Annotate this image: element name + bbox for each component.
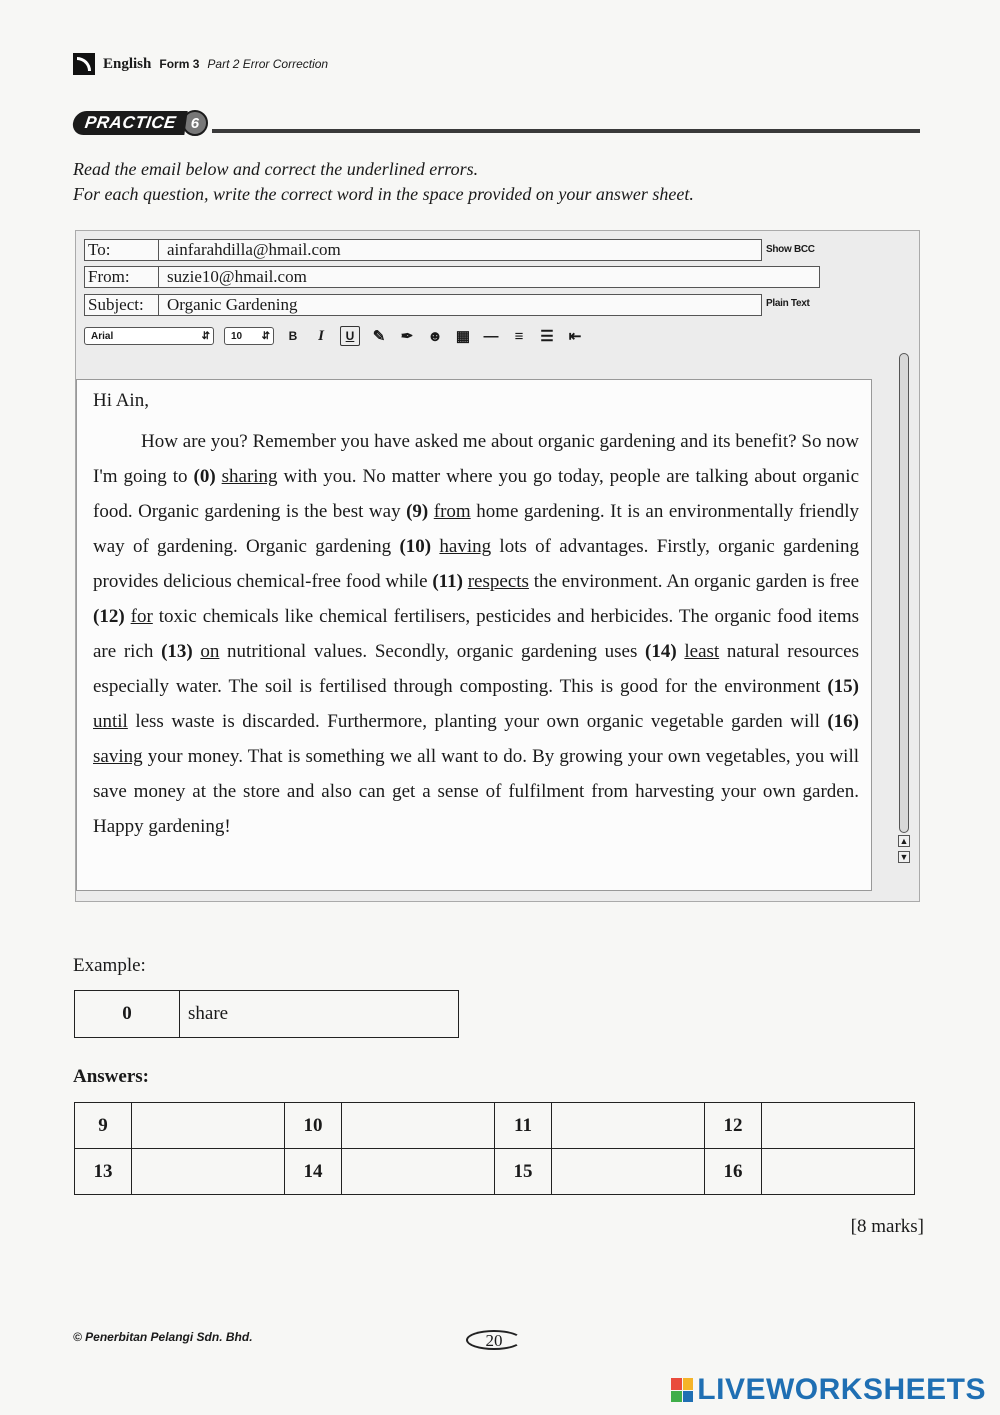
answer-row [75,1149,915,1195]
scroll-down-icon[interactable]: ▼ [899,852,909,862]
example-label: Example: [73,955,146,976]
question-number: (0) [193,466,216,487]
practice-banner [73,110,208,136]
spinner-icon: ⇵ [201,330,210,342]
greeting: Hi Ain, [93,390,149,411]
image-icon[interactable]: ▦ [455,328,471,345]
instruction-line-2: For each question, write the correct word in the space provided on your answer sheet. [73,184,694,204]
answers-label: Answers: [73,1066,149,1087]
answer-row [75,1103,915,1149]
list-icon[interactable]: ☰ [540,328,554,345]
underlined-error: least [684,641,720,662]
header-part: Part 2 Error Correction [207,57,329,71]
underlined-error: from [433,501,471,522]
example-answer: share [180,991,459,1038]
question-number: (16) [827,711,859,732]
body-text: with you. No matter where you go today, people are talking about organic food. Organic gardening is the best way [93,466,860,522]
body-text: home gardening. It is an environmentally friendly way of gardening. Organic gardening [93,501,860,557]
body-text: nutritional values. Secondly, organic gardening uses [219,641,646,662]
body-text: natural resources especially water. The soil is fertilised through composting. This is good for the environment [93,641,860,697]
indent-icon[interactable]: ⇤ [568,328,582,345]
question-number: (15) [827,676,859,697]
underlined-error: sharing [221,466,278,487]
size-select-value: 10 [231,330,243,342]
question-number: (13) [161,641,193,662]
email-paragraph [93,424,859,844]
bold-button[interactable]: B [288,329,298,343]
align-icon[interactable]: ≡ [514,327,524,345]
question-number: (10) [399,536,432,557]
horizontal-rule-icon[interactable]: — [483,327,499,345]
question-number: (9) [406,501,429,522]
emoji-icon[interactable]: ☻ [427,327,443,345]
answer-input-15[interactable] [552,1149,705,1195]
answer-input-10[interactable] [342,1103,495,1149]
text-color-icon[interactable]: ✎ [372,328,386,345]
email-window [75,230,920,902]
body-text: the environment. An organic garden is free [528,571,860,592]
body-text: less waste is discarded. Furthermore, planting your own organic vegetable garden will [127,711,828,732]
underlined-error: for [130,606,153,627]
answer-number: 15 [495,1149,552,1195]
question-number: (14) [645,641,677,662]
underline-button[interactable]: U [340,326,360,346]
font-select[interactable] [84,327,214,345]
highlight-icon[interactable]: ✒ [400,328,414,345]
answer-number: 13 [75,1149,132,1195]
body-text: How are you? Remember you have asked me about organic gardening and its benefit? So now I'm going to [93,431,859,487]
answer-input-12[interactable] [762,1103,915,1149]
body-text: toxic chemicals like chemical fertilisers, pesticides and herbicides. The organic food items are rich [93,606,860,662]
practice-number: 6 [182,110,208,136]
answer-number: 9 [75,1103,132,1149]
answer-input-13[interactable] [132,1149,285,1195]
email-body[interactable] [76,379,872,891]
question-number: (12) [93,606,125,627]
spinner-icon: ⇵ [261,330,270,342]
answer-number: 10 [285,1103,342,1149]
practice-label: PRACTICE [71,111,187,135]
paragraph-text [93,424,859,844]
header-subject: English [103,55,152,72]
font-select-value: Arial [91,330,114,342]
format-toolbar [84,325,584,347]
instruction-line-1: Read the email below and correct the underlined errors. [73,159,479,179]
answer-number: 11 [495,1103,552,1149]
subject-field[interactable]: Organic Gardening [158,294,762,316]
page-number [466,1330,522,1352]
answer-input-11[interactable] [552,1103,705,1149]
subject-row [84,294,762,316]
answers-table [74,1102,915,1195]
vertical-scrollbar[interactable] [897,291,911,889]
example-table [74,990,459,1038]
underlined-error: on [200,641,220,662]
plain-text-button[interactable]: Plain Text [766,298,810,309]
scroll-up-icon[interactable]: ▲ [899,836,909,846]
page-header [73,50,328,78]
body-text: lots of advantages. Firstly, organic gardening provides delicious chemical-free food while [93,536,860,592]
underlined-error: respects [467,571,529,592]
page-number-text: 20 [485,1331,503,1350]
subject-label: Subject: [84,294,158,316]
example-number: 0 [75,991,180,1038]
answer-input-14[interactable] [342,1149,495,1195]
answer-number: 12 [705,1103,762,1149]
from-row [84,266,820,288]
body-text: your money. That is something we all want to do. By growing your own vegetables, you will save money at the store and also can get a sense of fulfilment from harvesting your own garden. Happy gardening! [93,746,859,837]
answer-number: 16 [705,1149,762,1195]
to-label: To: [84,239,158,261]
to-row [84,239,762,261]
header-form: Form 3 [159,57,200,71]
question-number: (11) [432,571,463,592]
publisher-credit: © Penerbitan Pelangi Sdn. Bhd. [73,1330,253,1344]
underlined-error: saving [93,746,143,767]
answer-number: 14 [285,1149,342,1195]
underlined-error: until [93,711,128,732]
answer-input-9[interactable] [132,1103,285,1149]
liveworksheets-watermark [671,1373,986,1407]
liveworksheets-logo-icon [671,1378,693,1402]
answer-input-16[interactable] [762,1149,915,1195]
to-field[interactable]: ainfarahdilla@hmail.com [158,239,762,261]
italic-button[interactable]: I [318,327,324,344]
from-label: From: [84,266,158,288]
scroll-thumb[interactable] [899,353,909,833]
size-select[interactable] [224,327,274,345]
from-field[interactable]: suzie10@hmail.com [158,266,820,288]
watermark-text: LIVEWORKSHEETS [697,1373,986,1406]
underlined-error: having [439,536,492,557]
practice-divider [212,129,920,133]
book-logo-icon [73,53,95,75]
marks-label: [8 marks] [850,1216,924,1237]
show-bcc-button[interactable]: Show BCC [766,244,815,255]
